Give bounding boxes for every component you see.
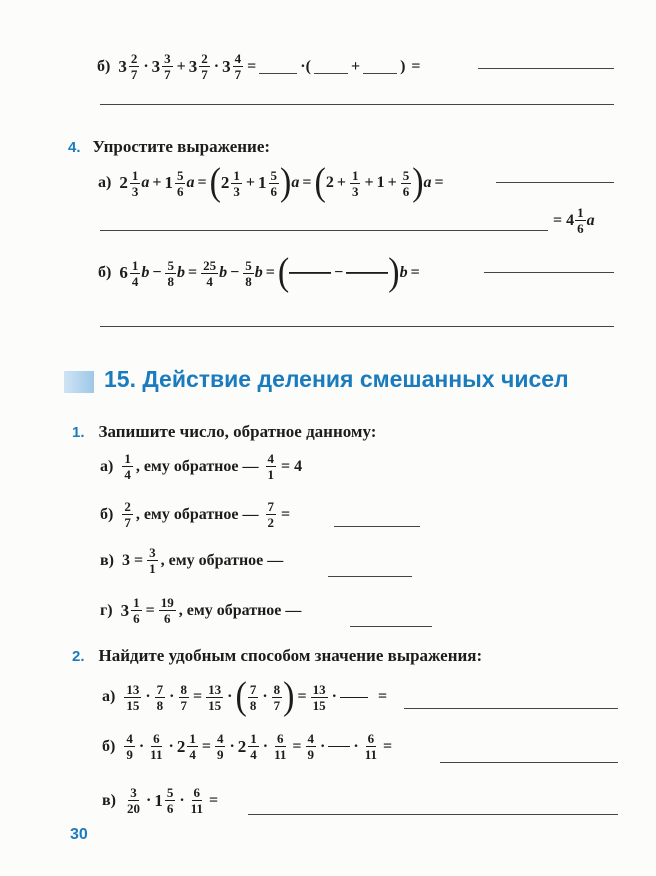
task4a-row: а) 2 1 3 a + 1 5 6 a = ( 2 1 3 + 1 5 6 ) a = ( 2 + $\frac{1}{3}$ + 1 + $\frac{5}{6}$ ) a = [98, 161, 444, 204]
task4a-result: = 4 1 6 a [553, 205, 595, 236]
answer-line[interactable] [350, 626, 432, 627]
task2b-row: б) 4 9 · 6 11 · 2 1 4 = $\frac{4}{9}$ · 2 1 4 · $\frac{6}{11}$ = $\frac{4}{9}$ · · $\frac{6}{11}$ = [102, 731, 393, 762]
task-label: а) [98, 174, 112, 191]
blank-fraction-num[interactable] [340, 684, 368, 698]
task4b-row: б) 6 1 4 b − $\frac{5}{8}$ b = $\frac{25}{4}$ b − $\frac{5}{8}$ b = ( − ) b = [98, 251, 420, 294]
task4-header [68, 137, 270, 157]
blank-fraction-den[interactable] [340, 698, 368, 711]
answer-line[interactable] [440, 762, 618, 763]
task-label: а) [100, 457, 114, 475]
answer-line[interactable] [404, 708, 618, 709]
answer-line[interactable] [334, 526, 420, 527]
task-label: а) [102, 688, 116, 705]
blank-fraction-num[interactable] [328, 733, 350, 747]
blank-fraction-den[interactable] [346, 273, 388, 287]
page-number: 30 [70, 826, 88, 843]
answer-blank[interactable] [314, 59, 348, 74]
task-instruction: Запишите число, обратное данному: [98, 422, 377, 441]
task-label: г) [100, 601, 113, 619]
task-label: б) [100, 505, 114, 523]
task-instruction: Найдите удобным способом значение выражения: [98, 646, 483, 665]
answer-line[interactable] [248, 814, 618, 815]
blank-fraction-num[interactable] [289, 259, 331, 273]
task-number: 2. [72, 647, 85, 665]
answer-line[interactable] [100, 326, 614, 327]
task-instruction: Упростите выражение: [92, 137, 271, 156]
task2c-row: в) 3 20 · 1 5 6 · $\frac{6}{11}$ = [102, 785, 219, 816]
blank-fraction-den[interactable] [328, 747, 350, 760]
task1d-row: г) 3 1 6 = $\frac{19}{6}$ , ему обратное — [100, 595, 302, 626]
task-label: б) [97, 57, 111, 75]
blank-fraction-den[interactable] [289, 273, 331, 287]
task1-header [72, 422, 376, 442]
task3b-row: б) 3 2 7 · 3 3 7 + 3 2 7 · 3 4 7 = ·( + ) = [97, 51, 421, 82]
answer-line[interactable] [496, 182, 614, 183]
task1c-row: в) 3 = $\frac{3}{1}$ , ему обратное — [100, 545, 284, 576]
answer-blank[interactable] [363, 59, 397, 74]
task-number: 1. [72, 423, 85, 441]
answer-line[interactable] [100, 104, 614, 105]
answer-line[interactable] [328, 576, 412, 577]
answer-blank[interactable] [259, 59, 297, 74]
task1a-row: а) 1 4 , ему обратное — $\frac{4}{1}$ = 4 [100, 451, 303, 482]
blank-fraction-num[interactable] [346, 259, 388, 273]
task-label: в) [102, 791, 116, 809]
section-marker [64, 371, 94, 393]
task1b-row: б) 2 7 , ему обратное — $\frac{7}{2}$ = [100, 499, 291, 530]
task2a-row: а) 13 15 · 7 8 · $\frac{8}{7}$ = $\frac{13}{15}$ · ( 7 8 · 8 7 ) = $\frac{13}{15}$ · = [102, 675, 388, 718]
task-label: б) [98, 264, 112, 281]
answer-line[interactable] [484, 272, 614, 273]
section-heading: 15. Действие деления смешанных чисел [104, 366, 569, 392]
task-label: в) [100, 551, 114, 569]
task-label: б) [102, 737, 116, 755]
answer-line[interactable] [100, 230, 548, 231]
task-number: 4. [68, 138, 81, 156]
answer-line[interactable] [478, 68, 614, 69]
task2-header [72, 646, 482, 666]
